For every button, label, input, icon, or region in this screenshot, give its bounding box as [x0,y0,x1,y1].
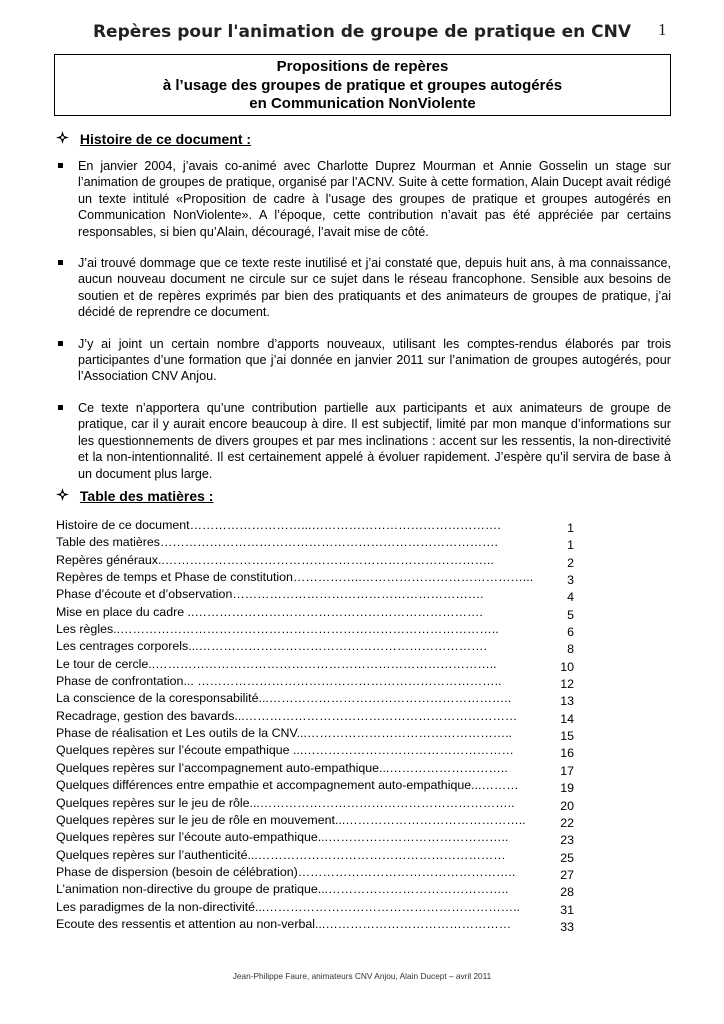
list-item [56,158,671,240]
toc-entry-page: 5 [567,607,574,622]
document-title-line-1: Propositions de repères [276,58,449,75]
toc-entry [56,848,574,865]
paragraph-text: J’ai trouvé dommage que ce texte reste inutilisé et j’ai constaté que, depuis huit ans, à ma connaissance, aucun nouveau document ne circule sur ce sujet dans le réseau francophone. Sensible aux besoins de soutien et de repères exprimés par bien des pratiquants et des animateurs de groupes de pratique, j’ai décidé de reprendre ce document. [78,256,671,320]
toc-entry [56,605,574,622]
diamond-bullet-icon [56,488,76,504]
toc-entry [56,778,574,795]
toc-entry-title: Les règles..……………………………………………………………………………….. [56,622,499,637]
history-heading [56,131,251,147]
toc-entry-title: Quelques repères sur l’écoute empathique ...…………………………………………… [56,743,514,758]
history-bullet-list [56,158,671,497]
paragraph-text: En janvier 2004, j’avais co-animé avec Charlotte Duprez Mourman et Annie Gosselin un stage sur l’animation de groupes de pratique, organisé par l’ACNV. Suite à cette formation, Alain Ducept avait rédigé un texte intitulé «Proposition de cadre à l’usage des groupes de pratique et groupes autogérés en Communication NonViolente». A l’époque, cette contribution n’avait pas été appréciée par certains responsables, si bien qu’Alain, découragé, l’avait mise de côté. [78,159,671,239]
toc-entry [56,796,574,813]
toc-entry-title: Quelques repères sur le jeu de rôle...…………………………………………………….. [56,795,515,810]
toc-entry [56,882,574,899]
toc-entry-page: 20 [560,798,574,813]
page-number: 1 [658,20,667,39]
list-item [56,255,671,321]
toc-entry [56,691,574,708]
toc-entry-page: 15 [560,729,574,744]
document-title-line-2: à l’usage des groupes de pratique et groupes autogérés [162,76,563,94]
document-title-line-3: en Communication NonViolente [249,95,476,112]
toc-entry-title: Quelques repères sur l’accompagnement auto-empathique...……………………….. [56,760,508,775]
toc-entry-title: Phase de dispersion (besoin de célébration)…………………………………………….. [56,864,516,879]
toc-entry [56,865,574,882]
history-heading-label: Histoire de ce document : [79,131,252,147]
toc-entry-page: 27 [560,867,574,882]
toc-entry [56,518,574,535]
document-title-box [54,54,671,116]
toc-entry-title: Le tour de cercle..……………………………………………………………………….. [56,656,497,671]
square-bullet-icon [58,341,63,346]
diamond-bullet-icon [56,131,76,147]
toc-entry-title: Les paradigmes de la non-directivité...…………………………………………………….. [56,899,521,914]
list-item [56,336,671,385]
toc-entry [56,813,574,830]
toc-entry-title: Quelques repères sur le jeu de rôle en mouvement...…………………………………….. [56,812,526,827]
toc-entry-title: Phase de confrontation... ……………………………………………………………….. [56,674,502,689]
toc-entry-page: 2 [567,555,574,570]
square-bullet-icon [58,260,63,265]
toc-heading-label: Table des matières : [79,488,214,504]
toc-entry [56,587,574,604]
toc-entry-page: 28 [560,885,574,900]
toc-entry [56,570,574,587]
toc-entry [56,917,574,934]
toc-heading [56,488,213,504]
toc-entry-page: 4 [567,590,574,605]
toc-entry-title: Recadrage, gestion des bavards...………………………………………………………… [56,708,518,723]
page-footer: Jean-Philippe Faure, animateurs CNV Anjou, Alain Ducept – avril 2011 [232,971,492,981]
running-header-title: Repères pour l'animation de groupe de pratique en CNV [92,22,632,42]
table-of-contents [56,518,574,934]
toc-entry [56,622,574,639]
toc-entry [56,657,574,674]
square-bullet-icon [58,405,63,410]
toc-entry-page: 10 [560,659,574,674]
toc-entry-page: 13 [560,694,574,709]
toc-entry-page: 25 [560,850,574,865]
toc-entry-title: Phase d’écoute et d’observation……………………………………………………. [56,587,484,602]
toc-entry-title: Quelques repères sur l’authenticité...…………………………………………………… [56,847,506,862]
toc-entry-page: 16 [560,746,574,761]
toc-entry-page: 22 [560,815,574,830]
toc-entry [56,553,574,570]
list-item [56,400,671,482]
toc-entry [56,761,574,778]
toc-entry-title: Quelques repères sur l’écoute auto-empathique...…………………………………….. [56,830,509,845]
paragraph-text: J’y ai joint un certain nombre d’apports nouveaux, utilisant les comptes-rendus élaborés par trois participantes d’une formation que j’ai donnée en janvier 2011 sur l’animation de groupes autogérés, pour l’Association CNV Anjou. [78,336,671,384]
toc-entry-page: 19 [560,781,574,796]
toc-entry [56,709,574,726]
toc-entry-page: 1 [567,538,574,553]
toc-entry-title: Histoire de ce document………………………...………………………………………. [56,518,501,532]
toc-entry-title: Phase de réalisation et Les outils de la CNV...………………………………………….. [56,726,513,741]
square-bullet-icon [58,163,63,168]
toc-entry-title: Ecoute des ressentis et attention au non-verbal...……………………………………… [56,916,512,931]
toc-entry-page: 23 [560,833,574,848]
toc-entry-page: 6 [567,625,574,640]
toc-entry-page: 31 [560,902,574,917]
toc-entry [56,535,574,552]
toc-entry [56,743,574,760]
toc-entry-title: Repères généraux..…………………………………………………………………….. [56,552,494,567]
paragraph-text: Ce texte n’apportera qu’une contribution partielle aux participants et aux animateurs de groupe de pratique, car il y aurait encore beaucoup à dire. Il est subjectif, limité par mon manque d’informations sur les questionnements de divers groupes et par mes inclinations : accent sur les ressentis, la non-directivité et la non-intentionnalité. Il est certainement appelé à évoluer rapidement. J’espère qu’il servira de base à un document plus large. [78,400,671,481]
toc-entry-title: Les centrages corporels...……………………………………………………………. [56,639,487,654]
toc-entry-page: 1 [567,521,574,535]
toc-entry [56,900,574,917]
toc-entry-title: L’animation non-directive du groupe de pratique...…………………………………….. [56,882,509,897]
toc-entry-page: 17 [560,763,574,778]
toc-entry [56,726,574,743]
toc-entry-title: Quelques différences entre empathie et accompagnement auto-empathique...……… [56,778,519,793]
toc-entry-page: 14 [560,711,574,726]
toc-entry-title: Mise en place du cadre ..……………………………………………………………. [56,604,483,619]
toc-entry-page: 33 [560,919,574,934]
toc-entry-title: La conscience de la coresponsabilité...………………………………………………….. [56,691,512,706]
toc-entry-page: 12 [560,677,574,692]
toc-entry [56,674,574,691]
toc-entry-page: 3 [567,573,574,588]
toc-entry [56,639,574,656]
toc-entry-title: Table des matières………………………………………………………………………. [56,535,498,550]
toc-entry-title: Repères de temps et Phase de constitution……………..…………………………………... [56,570,534,585]
toc-entry-page: 8 [567,642,574,657]
toc-entry [56,830,574,847]
